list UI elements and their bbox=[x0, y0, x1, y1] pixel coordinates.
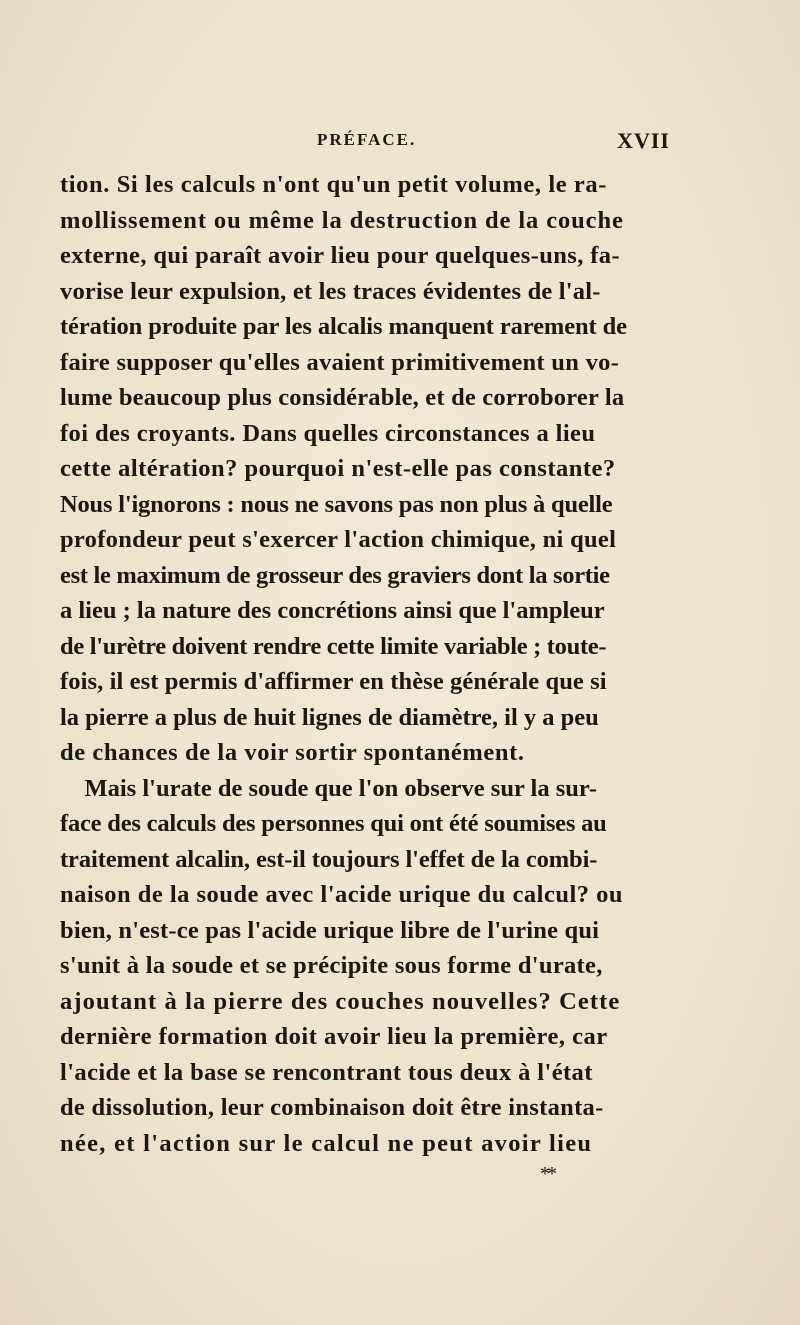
text-line: Mais l'urate de soude que l'on observe sur la sur- bbox=[60, 774, 597, 802]
text-line: mollissement ou même la destruction de la couche bbox=[60, 206, 624, 234]
text-line: l'acide et la base se rencontrant tous deux à l'état bbox=[60, 1058, 593, 1086]
text-line: cette altération? pourquoi n'est-elle pas constante? bbox=[60, 455, 616, 482]
text-line: faire supposer qu'elles avaient primitivement un vo- bbox=[60, 348, 620, 376]
text-line: lume beaucoup plus considérable, et de corroborer la bbox=[60, 384, 625, 411]
text-line: profondeur peut s'exercer l'action chimique, ni quel bbox=[60, 526, 617, 553]
text-line: traitement alcalin, est-il toujours l'effet de la combi- bbox=[60, 845, 598, 873]
text-line: tion. Si les calculs n'ont qu'un petit volume, le ra- bbox=[60, 171, 608, 198]
page-header bbox=[60, 130, 670, 160]
text-line: tération produite par les alcalis manquent rarement de bbox=[60, 313, 627, 340]
text-line: dernière formation doit avoir lieu la première, car bbox=[60, 1023, 608, 1050]
text-line: de dissolution, leur combinaison doit être instanta- bbox=[60, 1094, 604, 1121]
text-line: de l'urètre doivent rendre cette limite variable ; toute- bbox=[60, 632, 607, 660]
text-line: s'unit à la soude et se précipite sous forme d'urate, bbox=[60, 952, 603, 979]
text-line: externe, qui paraît avoir lieu pour quelques-uns, fa- bbox=[60, 242, 621, 269]
text-line: fois, il est permis d'affirmer en thèse générale que si bbox=[60, 668, 607, 695]
text-line: vorise leur expulsion, et les traces évidentes de l'al- bbox=[60, 277, 601, 305]
text-line: la pierre a plus de huit lignes de diamètre, il y a peu bbox=[60, 703, 599, 731]
text-line: de chances de la voir sortir spontanément. bbox=[60, 739, 525, 766]
text-line: née, et l'action sur le calcul ne peut avoir lieu bbox=[60, 1129, 593, 1157]
text-line: face des calculs des personnes qui ont été soumises au bbox=[60, 810, 607, 837]
text-line: ajoutant à la pierre des couches nouvelles? Cette bbox=[60, 987, 621, 1015]
body-text bbox=[60, 167, 680, 1161]
running-head: PRÉFACE. bbox=[317, 130, 417, 149]
text-line: foi des croyants. Dans quelles circonstances a lieu bbox=[60, 419, 596, 447]
signature-mark: ** bbox=[540, 1163, 554, 1185]
page-number: XVII bbox=[617, 128, 670, 153]
text-line: naison de la soude avec l'acide urique du calcul? ou bbox=[60, 881, 624, 908]
text-line: a lieu ; la nature des concrétions ainsi que l'ampleur bbox=[60, 597, 605, 624]
text-line: bien, n'est-ce pas l'acide urique libre de l'urine qui bbox=[60, 916, 600, 944]
text-line: Nous l'ignorons : nous ne savons pas non plus à quelle bbox=[60, 490, 613, 518]
text-line: est le maximum de grosseur des graviers dont la sortie bbox=[60, 561, 610, 589]
